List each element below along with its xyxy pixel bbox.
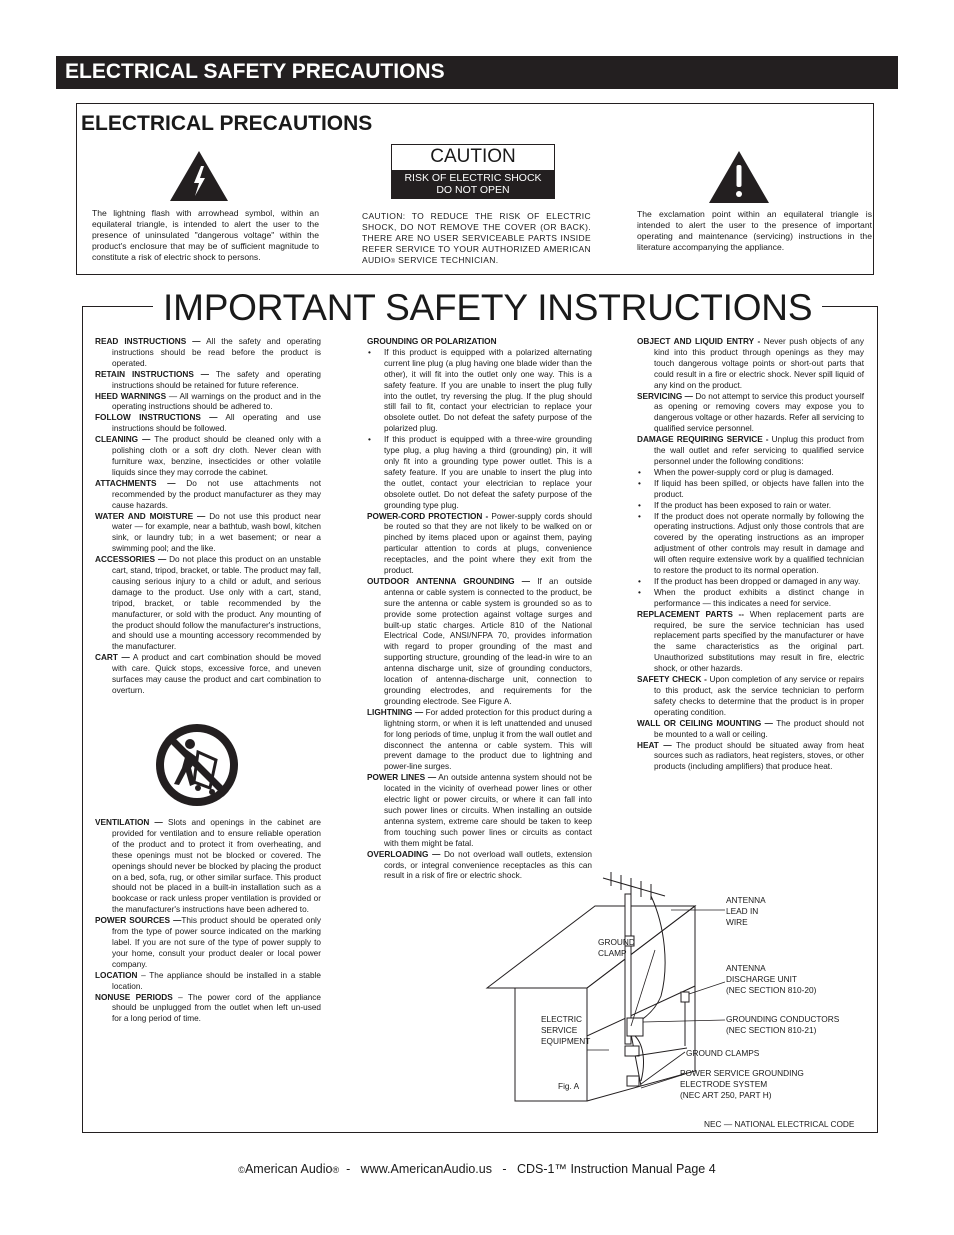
instruction-text: The product should be situated away from heat sources such as radiators, heat registers, stoves, or other products (including amplifiers) that produce heat. [654, 740, 865, 772]
instruction-text: Do not use attachments not recommended by the product manufacturer as they may cause hazards. [112, 478, 322, 510]
instruction-text: Slots and openings in the cabinet are provided for ventilation and to ensure reliable operation of the product and to protect it from overheating, and these openings must not be blocked or covered. The openings should never be blocked by placing the product on a bed, sofa, rug, or other similar surface. This product should not be placed in a built-in installation such as a bookcase or rack unless proper ventilation is provided or the manufacturer's instructions have been adhered to. [112, 818, 321, 915]
instruction-heading: LOCATION [95, 970, 138, 980]
instruction-text: The safety and operating instructions should be retained for future reference. [112, 369, 321, 390]
instruction-text: A product and cart combination should be moved with care. Quick stops, excessive force, and uneven surfaces may cause the product and cart combination to overturn. [112, 653, 321, 695]
instructions-column-1-lower [95, 818, 321, 1025]
nec-note: NEC — NATIONAL ELECTRICAL CODE [704, 1119, 855, 1129]
label-electrode-system [680, 1068, 804, 1100]
label-antenna-lead [726, 895, 766, 927]
instruction-text: This product should be operated only from the type of power source indicated on the marking label. If you are not sure of the type of power supply to your home, consult your product dealer or local power company. [112, 916, 321, 969]
exclamation-triangle-icon [708, 150, 770, 204]
exclamation-description: The exclamation point within an equilateral triangle is intended to alert the user to the presence of important operating and maintenance (servicing) instructions in the literature accompanying the appliance. [637, 209, 872, 253]
instruction-text: Unplug this product from the wall outlet and refer servicing to qualified service personnel under the following conditions: [654, 435, 864, 466]
instruction-item [367, 512, 592, 577]
safety-instructions-title: IMPORTANT SAFETY INSTRUCTIONS [153, 287, 822, 329]
page-footer [0, 1162, 954, 1176]
instruction-heading: CLEANING — [95, 435, 151, 445]
fig-text: CLAMP [598, 947, 627, 958]
instruction-heading: ACCESSORIES — [95, 555, 167, 565]
fig-text: LEAD IN [726, 905, 759, 916]
caution-text: CAUTION: TO REDUCE THE RISK OF ELECTRIC SHOCK, DO NOT REMOVE THE COVER (OR BACK). THERE ARE NO USER SERVICEABLE PARTS INSIDE REFER SERVICE TO YOUR AUTHORIZED AMERICAN AUDIO [362, 211, 591, 266]
bullet-item: • If this product is equipped with a polarized alternating current line plug (a plug having one blade wider than the other), it will fit into the outlet only one way. This is a safety feature. If you are unable to insert the plug fully into the outlet, try reversing the plug. If the plug should still fail to fit, contact your electrician to replace your obsolete outlet. Do not defeat the safety purpose of the polarized plug. [367, 348, 592, 435]
instruction-item [95, 435, 321, 479]
caution-line-2: DO NOT OPEN [436, 184, 510, 196]
heading-text: GROUNDING OR POLARIZATION [367, 337, 497, 346]
instruction-text: Upon completion of any service or repairs to this product, ask the service technician to perform safety checks to determine that the product is in proper operating condition. [654, 675, 865, 717]
instruction-item [637, 337, 864, 392]
instruction-heading: FOLLOW INSTRUCTIONS — [95, 413, 218, 423]
instruction-item [95, 993, 321, 1026]
instruction-item [95, 337, 321, 370]
copyright-symbol: © [238, 1165, 245, 1175]
instruction-heading: OVERLOADING — [367, 849, 441, 859]
instruction-item [95, 818, 321, 916]
instruction-item [637, 741, 864, 774]
instruction-item [95, 512, 321, 556]
footer-text: - www.AmericanAudio.us - CDS-1™ Instruction Manual Page 4 [339, 1162, 716, 1176]
instruction-item [637, 719, 864, 741]
instruction-text: All the safety and operating instructions should be read before the product is operated. [112, 337, 321, 368]
instructions-column-3 [637, 337, 864, 773]
caution-label [391, 144, 555, 199]
instruction-heading: POWER LINES — [367, 773, 437, 783]
label-discharge-unit [726, 963, 816, 995]
section-banner [56, 56, 898, 89]
label-ground-clamps: GROUND CLAMPS [686, 1048, 760, 1058]
lightning-triangle-icon [169, 150, 229, 202]
caution-description [362, 211, 591, 268]
fig-text: POWER SERVICE GROUNDING [680, 1068, 804, 1078]
bullet-item: • If this product is equipped with a three-wire grounding type plug, a plug having a third (grounding) pin, it will only fit into a grounding type power outlet. This is a safety feature. If you are unable to insert the plug into the outlet, contact your electrician to replace your obsolete outlet. Do not defeat the safety purpose of the grounding type plug. [367, 435, 592, 511]
instruction-item [637, 675, 864, 719]
section-heading [367, 337, 592, 348]
instruction-heading: ATTACHMENTS — [95, 478, 176, 488]
instruction-item [637, 435, 864, 468]
instruction-item [367, 708, 592, 773]
instruction-text: Do not attempt to service this product yourself as opening or removing covers may expose you to dangerous voltage or other hazards. Refer all servicing to qualified service personnel. [654, 391, 864, 434]
instruction-text: Do not overload wall outlets, extension cords, or integral convenience receptacles as this can result in a risk of fire or electric shock. [384, 849, 592, 881]
instruction-text: The product should not be mounted to a wall or ceiling. [654, 718, 864, 739]
bullet-item: • When the product exhibits a distinct change in performance — this indicates a need for service. [637, 588, 864, 610]
instruction-heading: SERVICING — [637, 391, 693, 401]
bullet-item: • When the power-supply cord or plug is damaged. [637, 468, 864, 479]
caution-heading: CAUTION [430, 146, 516, 167]
instruction-item [95, 413, 321, 435]
instruction-item [95, 653, 321, 697]
instruction-text: All operating and use instructions should be followed. [112, 413, 321, 434]
instruction-text: When replacement parts are required, be sure the service technician has used replacement parts specified by the manufacturer or have the same characteristics as the original part. Unauthorized substitutions may result in fire, electric shock, or other hazards. [654, 609, 864, 674]
caution-warning [392, 170, 554, 198]
instruction-heading: VENTILATION — [95, 818, 163, 827]
instruction-item [367, 773, 592, 849]
instruction-heading: REPLACEMENT PARTS -- [637, 609, 745, 619]
fig-text: DISCHARGE UNIT [726, 973, 797, 984]
fig-text: EQUIPMENT [541, 1035, 591, 1046]
caution-text-end: SERVICE TECHNICIAN. [395, 255, 499, 266]
footer-brand: American Audio [244, 1162, 333, 1176]
instruction-heading: HEED WARNINGS [95, 391, 167, 401]
instruction-heading: HEAT — [637, 740, 672, 750]
instruction-heading: POWER-CORD PROTECTION - [367, 511, 489, 521]
instruction-item [95, 971, 321, 993]
caution-reg-mark: ® [390, 259, 396, 266]
instruction-heading: READ INSTRUCTIONS — [95, 337, 201, 346]
instruction-heading: LIGHTNING — [367, 707, 424, 717]
instruction-item [367, 577, 592, 708]
fig-text: WIRE [726, 916, 748, 927]
instruction-item [95, 916, 321, 971]
instruction-text: If an outside antenna or cable system is connected to the product, be sure the antenna or cable system is grounded so as to provide some protection against voltage surges and built-up static charges. Article 810 of the National Electrical Code, ANSI/NFPA 70, provides information with regard to proper grounding of the mast and supporting structure, grounding of the lead-in wire to an antenna discharge unit, size of grounding conductors, location of antenna-discharge unit, connection to grounding electrodes, and requirements for the grounding electrode. See Figure A. [384, 576, 592, 706]
instruction-text: The product should be cleaned only with a polishing cloth or a soft dry cloth. Never clean with furniture wax, benzine, insecticides or other volatile liquids since they may corrode the cabinet. [112, 435, 322, 477]
bullet-item: • If the product has been exposed to rain or water. [637, 501, 864, 512]
fig-text: ANTENNA [726, 895, 766, 905]
figure-caption: Fig. A [558, 1081, 580, 1091]
fig-text: GROUNDING CONDUCTORS [726, 1014, 840, 1024]
instruction-heading: WALL OR CEILING MOUNTING — [637, 718, 773, 728]
instruction-text: Power-supply cords should be routed so that they are not likely to be walked on or pinched by items placed upon or against them, paying particular attention to cords at plugs, convenience receptacles, and the point where they exit from the product. [384, 511, 592, 576]
instruction-item [637, 610, 864, 675]
instruction-text: – The power cord of the appliance should be unplugged from the outlet when left un-used for a long period of time. [112, 992, 321, 1024]
instruction-text: Do not use this product near water — for example, near a bathtub, wash bowl, kitchen sink, or laundry tub; in a wet basement; or near a swimming pool; and the like. [112, 511, 321, 554]
caution-line-1: RISK OF ELECTRIC SHOCK [404, 172, 542, 184]
bullet-item: • If liquid has been spilled, or objects have fallen into the product. [637, 479, 864, 501]
label-ground-clamp [598, 937, 635, 959]
instruction-heading: OBJECT AND LIQUID ENTRY - [637, 337, 761, 346]
instruction-heading: WATER AND MOISTURE — [95, 511, 206, 521]
instruction-heading: RETAIN INSTRUCTIONS — [95, 369, 210, 379]
instruction-item [95, 479, 321, 512]
instruction-heading: DAMAGE REQUIRING SERVICE - [637, 435, 769, 445]
fig-text: (NEC ART 250, PART H) [680, 1089, 772, 1100]
instruction-text: Do not place this product on an unstable cart, stand, tripod, bracket, or table. The product may fall, causing serious injury to a child or adult, and serious damage to the product. Use only with a cart, stand, tripod, bracket, or table recommended by the manufacturer, or sold with the product. Any mounting of the product should follow the manufacturer's instructions, and should use a mounting accessory recommended by the manufacturer. [112, 555, 321, 652]
fig-text: (NEC SECTION 810-21) [726, 1024, 817, 1035]
instruction-text: For added protection for this product during a lightning storm, or when it is left unattended and unused for long periods of time, unplug it from the wall outlet and disconnect the antenna or cable system. This will prevent damage to the product due to lightning and power-line surges. [384, 707, 592, 772]
bullet-item: • If the product has been dropped or damaged in any way. [637, 577, 864, 588]
instruction-text: Never push objects of any kind into this product through openings as they may touch dangerous voltage points or short-out parts that could result in a fire or electric shock. Never spill liquid of any kind on the product. [654, 337, 864, 390]
instruction-heading: NONUSE PERIODS [95, 992, 173, 1002]
cart-warning-icon [154, 722, 240, 808]
lightning-description: The lightning flash with arrowhead symbol, within an equilateral triangle, is intended to alert the user to the presence of uninsulated "dangerous voltage" within the product's enclosure that may be of sufficient magnitude to constitute a risk of electric shock to persons. [92, 208, 319, 263]
instruction-item [95, 392, 321, 414]
fig-text: SERVICE [541, 1024, 578, 1035]
label-electric-equipment [541, 1014, 590, 1046]
instruction-text: – The appliance should be installed in a stable location. [112, 970, 321, 991]
footer-reg-mark: ® [332, 1165, 340, 1175]
instruction-text: An outside antenna system should not be located in the vicinity of overhead power lines or other electric light or power circuits, or where it can fall into such power lines or circuits. When installing an outside antenna system, extreme care should be taken to keep from touching such power lines or circuits as contact with them might be fatal. [384, 773, 592, 848]
electrical-precautions-box [76, 103, 874, 275]
fig-text: GROUND [598, 937, 635, 947]
fig-text: ELECTRIC [541, 1014, 583, 1024]
instruction-heading: SAFETY CHECK - [637, 675, 707, 685]
instructions-column-2 [367, 337, 592, 882]
fig-text: (NEC SECTION 810-20) [726, 984, 817, 995]
banner-title: ELECTRICAL SAFETY PRECAUTIONS [65, 60, 445, 83]
instruction-heading: CART — [95, 653, 130, 663]
precautions-title: ELECTRICAL PRECAUTIONS [81, 112, 373, 135]
instruction-text: — All warnings on the product and in the operating instructions should be adhered to. [112, 391, 321, 412]
fig-text: ANTENNA [726, 963, 766, 973]
instruction-heading: OUTDOOR ANTENNA GROUNDING — [367, 576, 531, 586]
instruction-item [95, 370, 321, 392]
instruction-heading: POWER SOURCES — [95, 916, 182, 926]
fig-text: ELECTRODE SYSTEM [680, 1078, 768, 1089]
instruction-item [95, 555, 321, 653]
instructions-column-1 [95, 337, 321, 697]
instruction-item [637, 392, 864, 436]
bullet-item: • If the product does not operate normally by following the operating instructions. Adjust only those controls that are covered by the operating instructions as an improper adjustment of other controls may result in damage and will often require extensive work by a qualified technician to restore the product to its normal operation. [637, 512, 864, 577]
label-grounding-conductors [726, 1014, 839, 1036]
